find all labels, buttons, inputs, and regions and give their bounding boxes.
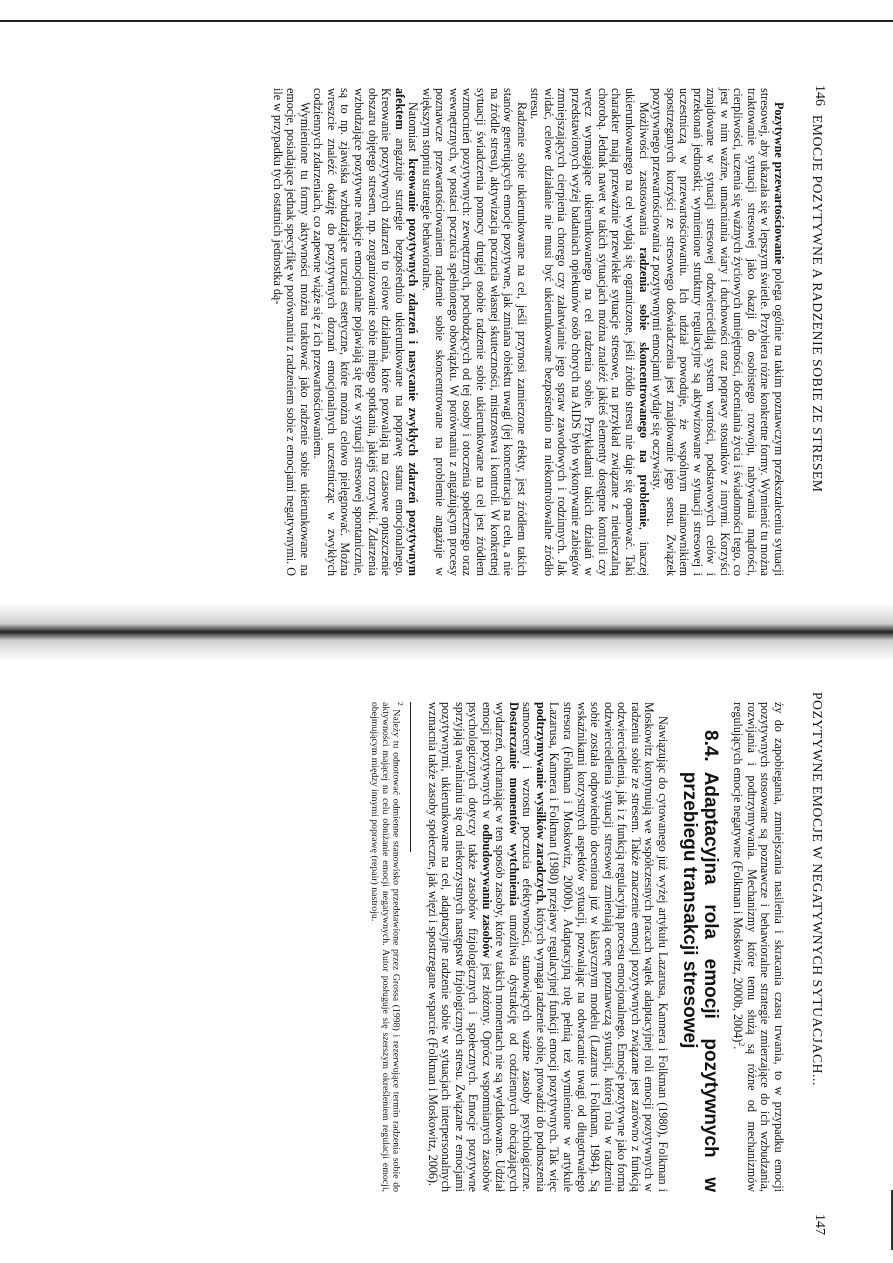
bold-term: podtrzymywanie wysiłków zaradczych <box>533 702 548 902</box>
footnote-mark: 2 <box>395 702 405 706</box>
bold-term: odbudowywaniu zasobów <box>479 824 494 959</box>
footnote-reference: 2 <box>737 1042 747 1047</box>
footnote-divider <box>410 702 411 852</box>
paragraph: Pozytywne przewartościowanie polega ogólnie na takim poznawczym przekształceniu sytuacji stresowej, aby ukazała się w lepszym świetle. Przybiera różne konkretne formy. Wymienić tu można traktowanie sytuacji stresowej jako okazji do osobistego rozwoju, nabywania mądrości, cierpliwości, uczenia się ważnych życiowych umiejętności, doceniania życia i świadomości tego, co jest w nim ważne, umacniania wiary i duchowości oraz poprawy stosunków z innymi. Korzyści znajdowane w sytuacji stresowej odzwierciedlają system wartości, podstawowych celów i przekonań jednostki; wymienione struktury regulacyjne są aktywizowane w sytuacji stresowej i uczestniczą w przewartościowaniu. Ich udział powoduje, że wspólnym mianownikiem spostrzeganych korzyści ze stresowego doświadczenia jest znajdowanie jego sensu. Związek pozytywnego przewartościowania z pozytywnymi emocjami wydaje się oczywisty. <box>650 88 786 576</box>
paragraph: Radzenie sobie ukierunkowane na cel, jeśli przynosi zamierzone efekty, jest źródłem takich stanów generujących emocje pozytywne, jak zmiana obiektu uwagi (jej koncentracja na celu, a nie na źródle stresu), aktywizacja poczucia własnej skuteczności, mistrzostwa i kontroli. W konkretnej sytuacji świadczenia pomocy drugiej osobie radzenie sobie ukierunkowane na cel jest źródłem wzmocnień pozytywnych: zewnętrznych, pochodzących od tej osoby i otoczenia społecznego oraz wewnętrznych, w postaci poczucia spełnionego obowiązku. W porównaniu z angażującym procesy poznawcze przewartościowaniem radzenie sobie skoncentrowane na problemie angażuje w większym stopniu strategie behawioralne. <box>419 88 529 576</box>
paragraph: Wymienione tu formy aktywności można traktować jako radzenie sobie ukierunkowane na emocje, posiadające jednak specyfikę w porównaniu z radzeniem sobie z emocjami negatywnymi. O ile w przypadku tych ostatnich jednostka dą- <box>270 88 312 576</box>
section-title: Adaptacyjna rola emocji pozytywnych w przebiegu transakcji stresowej <box>678 771 721 1192</box>
footnote: $^2$ Należy tu odnotować odmienne stanowisko przedstawione przez Grossa (1998) i rezerwujące termin radzenia sobie do aktywności mającej na celu obniżanie emocji negatywnych. Autor posługuje się szerszym określeniem regulacji emocji, obejmującym między innymi poprawę (repair) nastroju. <box>368 702 405 1192</box>
bold-term: Dostarczanie momentów wytchnienia <box>506 702 521 906</box>
left-page-body <box>270 88 785 576</box>
bold-term: radzenia sobie skoncentrowanego na problemie <box>636 247 651 527</box>
right-page-body <box>369 702 785 1192</box>
right-running-head: POZYTYWNE EMOCJE W NEGATYWNYCH SYTUACJACH... <box>810 692 825 1087</box>
section-number: 8.4. <box>699 730 721 762</box>
left-running-head: EMOCJE POZYTYWNE A RADZENIE SOBIE ZE STRESEM <box>810 115 825 493</box>
paragraph: Możliwości zastosowania radzenia sobie skoncentrowanego na problemie, inaczej ukierunkowanego na cel wydają się ograniczone, jeśli źródło stresu nie daje się opanować. Taki charakter mają przeważnie przewlekłe sytuacje stresowe, na przykład związane z nieuleczalną chorobą. Jednak nawet w takich sytuacjach można znaleźć jakieś elementy dostępne kontroli czy wręcz wymagające ukierunkowanego na cel radzenia sobie. Przykładami takich działań w przedstawionych wyżej badaniach opiekunów osób chorych na AIDS było wykonywanie zabiegów zmniejszających cierpienia chorego czy załatwianie jego spraw zawodowych i rodzinnych. Jak widać, celowe działanie nie musi być ukierunkowane bezpośrednio na niekontrolowalne źródło stresu. <box>528 88 651 576</box>
left-page-number: 146 <box>812 85 827 106</box>
section-heading <box>679 730 721 1192</box>
bold-term: kreowanie pozytywnych zdarzeń i nasycanie zwykłych zdarzeń pozytywnym afektem <box>392 88 421 577</box>
paragraph: Nawiązując do cytowanego już wyżej artykułu Lazarusa, Kannera i Folkman (1980), Folkman i Moskowitz kontynuują we współczesnych pracach wątek adaptacyjnej roli emocji pozytywnych w radzeniu sobie ze stresem. Także znaczenie emocji pozytywnych związane jest zarówno z funkcją odzwierciedlenia, jak i z funkcją regulacyjną procesu emocjonalnego. Emocje pozytywne jako forma odzwierciedlenia sytuacji stresowej zmieniają ocenę poznawczą sytuacji, której rola w radzeniu sobie została odpowiednio doceniona już w klasycznym modelu (Lazarus i Folkman, 1984). Są wskaźnikami korzystnych aspektów sytuacji, pozwalając na odwracanie uwagi od długotrwałego stresora (Folkman i Moskowitz, 2000b). Adaptacyjną rolę pełnią też wymienione w artykule Lazarusa, Kannera i Folkman (1980) przejawy regulacyjnej funkcji emocji pozytywnych. Tak więc podtrzymywanie wysiłków zaradczych, których wymaga radzenie sobie, prowadzi do podnoszenia samooceny i wzrostu poczucia efektywności, stanowiących ważne zasoby psychologiczne. Dostarczanie momentów wytchnienia umożliwia dystrakcję od codziennych obciążających wydarzeń, ochraniając w ten sposób zasoby, które w takich momentach nie są wydatkowane. Udział emocji pozytywnych w odbudowywaniu zasobów jest złożony. Oprócz wspomnianych zasobów psychologicznych dotyczy także zasobów fizjologicznych i społecznych. Emocje pozytywne sprzyjają uwalnianiu się od niekorzystnych następstw fizjologicznych stresu. Związane z emocjami pozytywnymi, ukierunkowane na cel, adaptacyjne radzenie sobie w sytuacjach interpersonalnych wzmacnia także zasoby społeczne, jak więzi i spostrzegane wsparcie (Folkman i Moskowitz, 2006). <box>425 702 670 1193</box>
right-page-number: 147 <box>812 1214 827 1235</box>
paragraph: Natomiast kreowanie pozytywnych zdarzeń i nasycanie zwykłych zdarzeń pozytywnym afektem angażuje strategie bezpośrednio ukierunkowane na poprawę stanu emocjonalnego. Kreowanie pozytywnych zdarzeń to celowe działania, które pozwalają na czasowe opuszczenie obszaru objętego stresem, np. zorganizowanie sobie miłego spotkania, jakiejś rozrywki. Zdarzenia wzbudzające pozytywne reakcje emocjonalne pojawiają się też w sytuacji stresowej spontanicznie, są to np. zjawiska wzbudzające uczucia estetyczne, które można celowo pielęgnować. Można wreszcie znaleźć okazję do pozytywnych doznań emocjonalnych uczestnicząc w zwykłych codziennych zdarzeniach, co zapewne wiąże się z ich przewartościowaniem. <box>311 88 421 577</box>
bold-term: Pozytywne przewartościowanie <box>772 102 786 265</box>
paragraph: ży do zapobiegania, zmniejszania nasilenia i skracania czasu trwania, to w przypadku emocji pozytywnych stosowane są poznawcze i behawioralne strategie zmierzające do ich wzbudzania, rozwijania i podtrzymywania. Mechanizmy które temu służą są różne od mechanizmów regulujących emocje negatywne (Folkman i Moskowitz, 2000b, 2004)$^2$. <box>731 702 786 1192</box>
right-page <box>0 632 893 1263</box>
